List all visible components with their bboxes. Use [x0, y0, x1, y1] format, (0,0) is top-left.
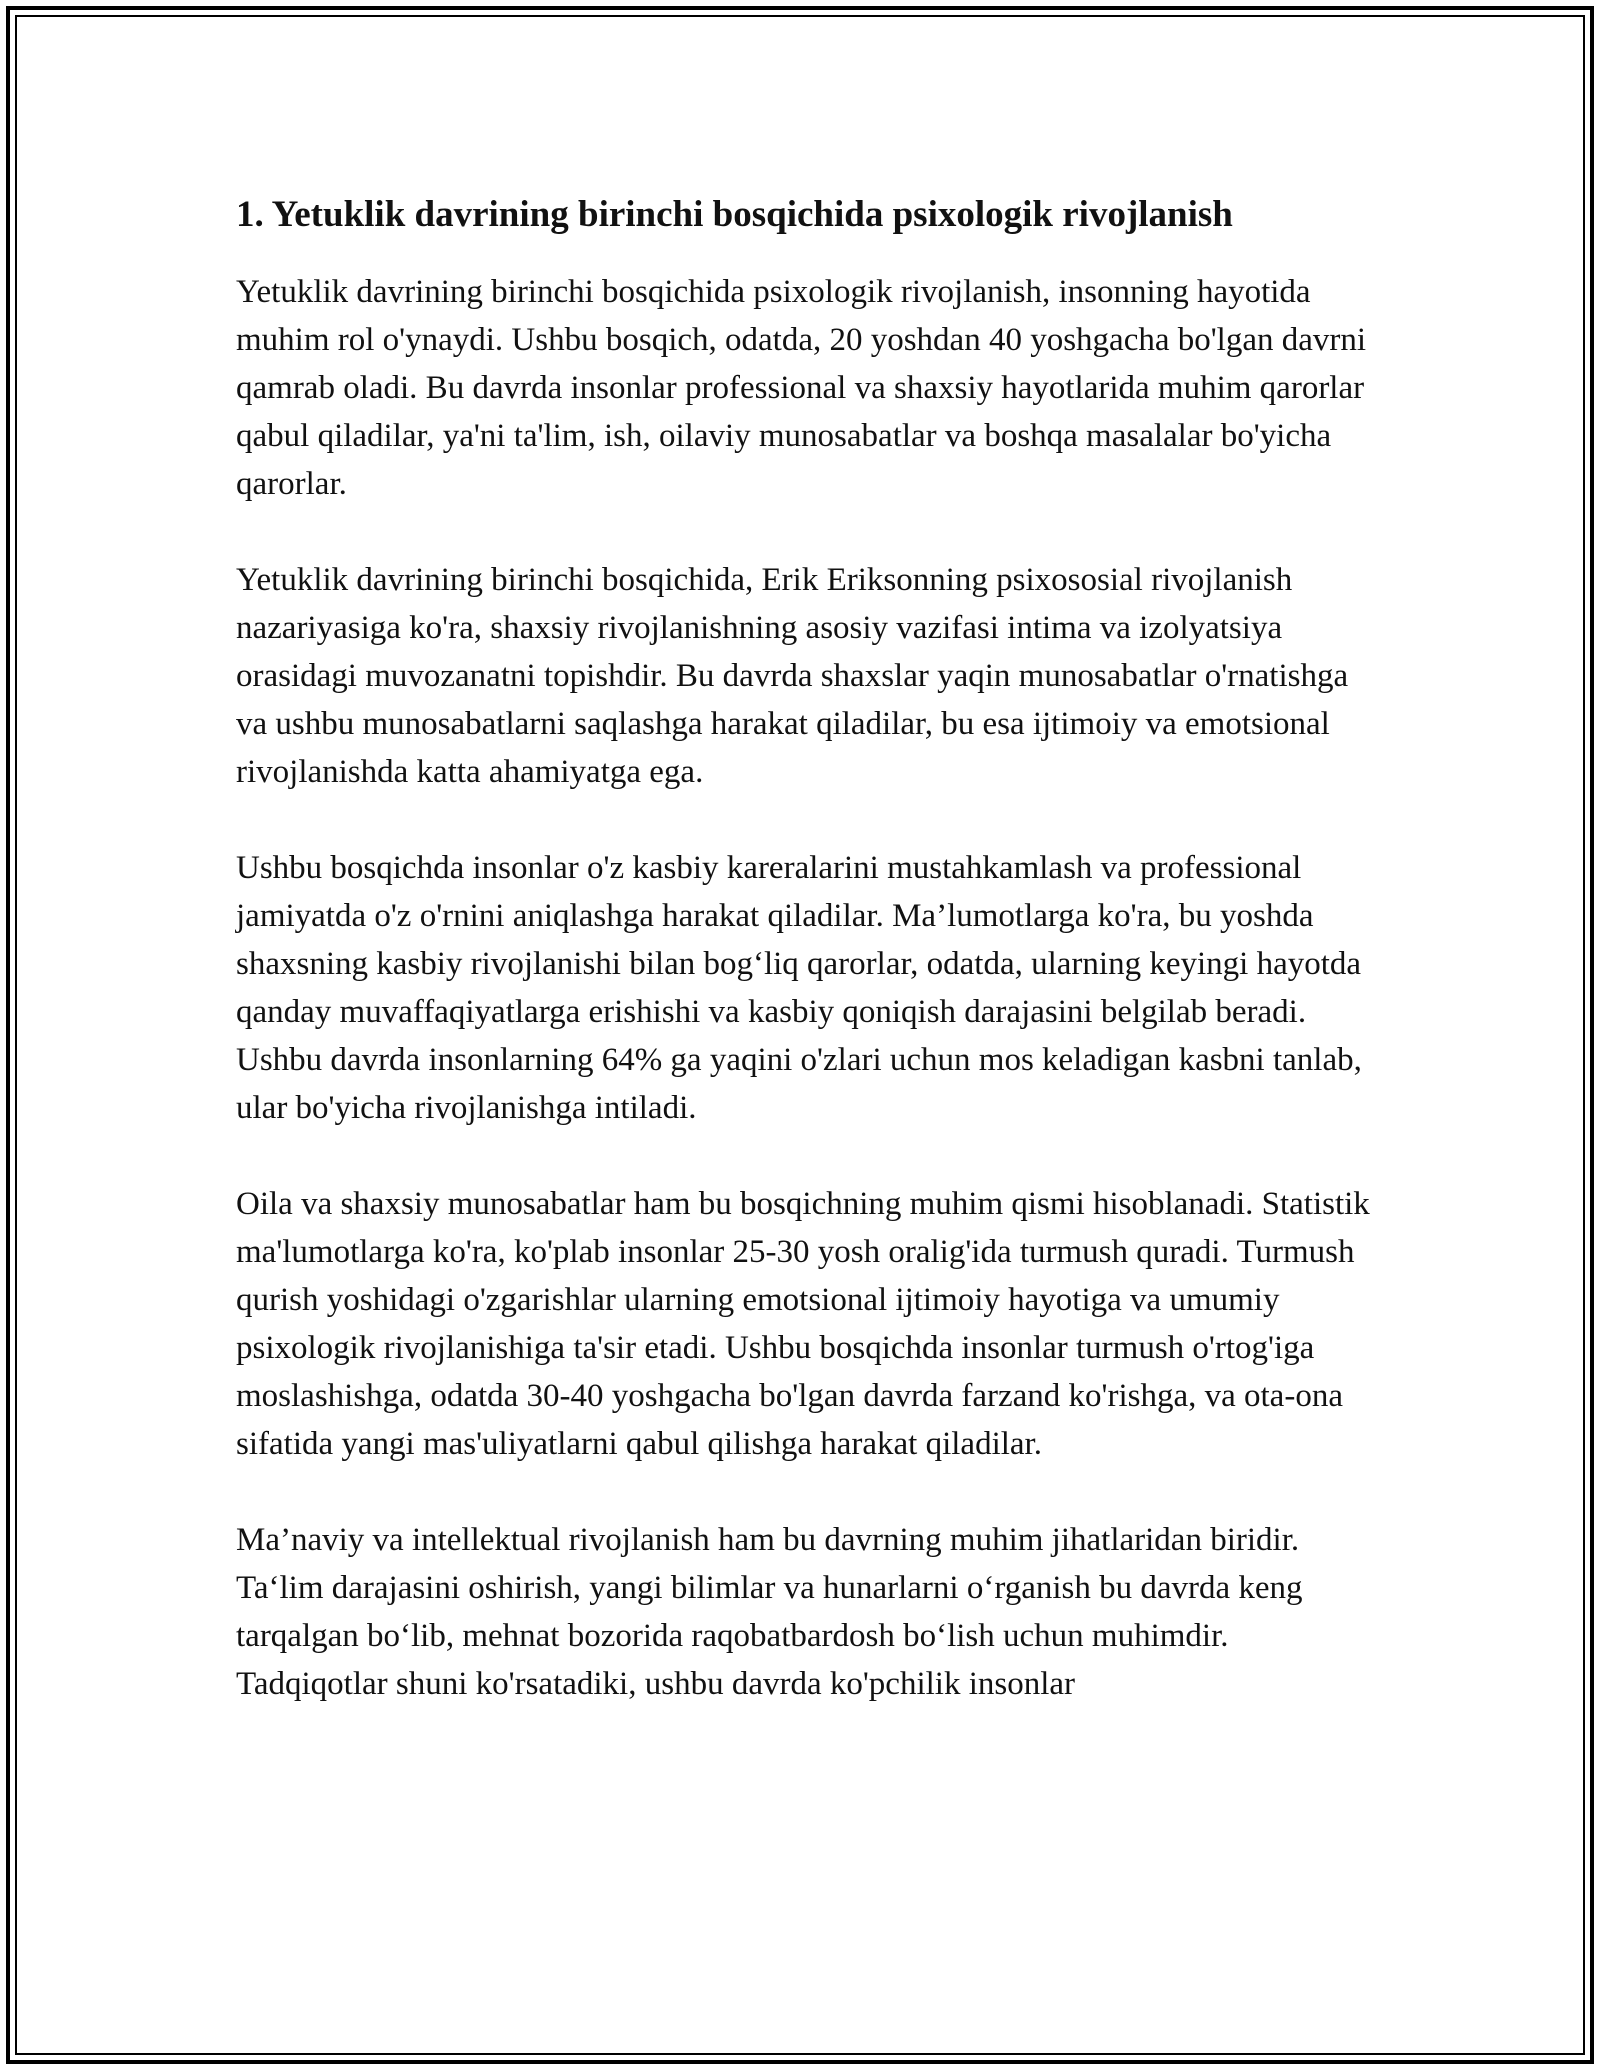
paragraph-4: Oila va shaxsiy munosabatlar ham bu bosqichning muhim qismi hisoblanadi. Statistik ma'lumotlarga ko'ra, ko'plab insonlar 25-30 yosh oralig'ida turmush quradi. Turmush qurish yoshidagi o'zgarishlar ularning emotsional ijtimoiy hayotiga va umumiy psixologik rivojlanishiga ta'sir etadi. Ushbu bosqichda insonlar turmush o'rtog'iga moslashishga, odatda 30-40 yoshgacha bo'lgan davrda farzand ko'rishga, va ota-ona sifatida yangi mas'uliyatlarni qabul qilishga harakat qiladilar. — [236, 1186, 1370, 1462]
paragraph-5: Ma’naviy va intellektual rivojlanish ham bu davrning muhim jihatlaridan biridir. Ta‘lim darajasini oshirish, yangi bilimlar va hunarlarni o‘rganish bu davrda keng tarqalgan bo‘lib, mehnat bozorida raqobatbardosh bo‘lish uchun muhimdir. Tadqiqotlar shuni ko'rsatadiki, ushbu davrda ko'pchilik insonlar — [236, 1522, 1303, 1702]
paragraph-3: Ushbu bosqichda insonlar o'z kasbiy kareralarini mustahkamlash va professional jamiyatda o'z o'rnini aniqlashga harakat qiladilar. Ma’lumotlarga ko'ra, bu yoshda shaxsning kasbiy rivojlanishi bilan bog‘liq qarorlar, odatda, ularning keyingi hayotda qanday muvaffaqiyatlarga erishishi va kasbiy qoniqish darajasini belgilab beradi. Ushbu davrda insonlarning 64% ga yaqini o'zlari uchun mos keladigan kasbni tanlab, ular bo'yicha rivojlanishga intiladi. — [236, 850, 1362, 1126]
section-heading: 1. Yetuklik davrining birinchi bosqichida psixologik rivojlanish — [236, 194, 1233, 235]
paragraph-2: Yetuklik davrining birinchi bosqichida, Erik Eriksonning psixososial rivojlanish nazariyasiga ko'ra, shaxsiy rivojlanishning asosiy vazifasi intima va izolyatsiya orasidagi muvozanatni topishdir. Bu davrda shaxslar yaqin munosabatlar o'rnatishga va ushbu munosabatlarni saqlashga harakat qiladilar, bu esa ijtimoiy va emotsional rivojlanishda katta ahamiyatga ega. — [236, 562, 1349, 790]
paragraph-1: Yetuklik davrining birinchi bosqichida psixologik rivojlanish, insonning hayotida muhim rol o'ynaydi. Ushbu bosqich, odatda, 20 yoshdan 40 yoshgacha bo'lgan davrni qamrab oladi. Bu davrda insonlar professional va shaxsiy hayotlarida muhim qarorlar qabul qiladilar, ya'ni ta'lim, ish, oilaviy munosabatlar va boshqa masalalar bo'yicha qarorlar. — [236, 274, 1367, 502]
document-body — [236, 188, 1386, 1708]
